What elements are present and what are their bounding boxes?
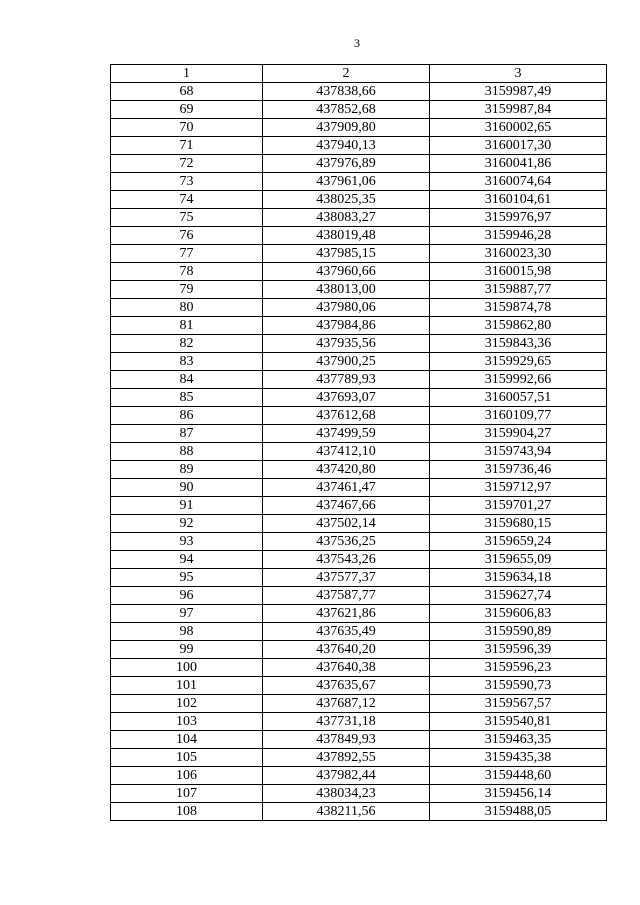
point-number-cell: 97 [111, 605, 263, 623]
y-coordinate-cell: 3159448,60 [430, 767, 607, 785]
table-row [111, 713, 607, 731]
point-number-cell: 96 [111, 587, 263, 605]
column-header-3: 3 [430, 65, 607, 83]
table-row [111, 335, 607, 353]
table-row [111, 407, 607, 425]
x-coordinate-cell: 438025,35 [263, 191, 430, 209]
y-coordinate-cell: 3159590,73 [430, 677, 607, 695]
table-row [111, 371, 607, 389]
table-row [111, 533, 607, 551]
table-row [111, 173, 607, 191]
y-coordinate-cell: 3159701,27 [430, 497, 607, 515]
x-coordinate-cell: 437499,59 [263, 425, 430, 443]
y-coordinate-cell: 3160015,98 [430, 263, 607, 281]
x-coordinate-cell: 437900,25 [263, 353, 430, 371]
column-header-2: 2 [263, 65, 430, 83]
y-coordinate-cell: 3159712,97 [430, 479, 607, 497]
x-coordinate-cell: 437536,25 [263, 533, 430, 551]
y-coordinate-cell: 3159946,28 [430, 227, 607, 245]
table-row [111, 767, 607, 785]
table-row [111, 461, 607, 479]
table-row [111, 281, 607, 299]
x-coordinate-cell: 437909,80 [263, 119, 430, 137]
point-number-cell: 100 [111, 659, 263, 677]
point-number-cell: 103 [111, 713, 263, 731]
table-row [111, 749, 607, 767]
point-number-cell: 94 [111, 551, 263, 569]
y-coordinate-cell: 3160109,77 [430, 407, 607, 425]
x-coordinate-cell: 437621,86 [263, 605, 430, 623]
y-coordinate-cell: 3160041,86 [430, 155, 607, 173]
y-coordinate-cell: 3160017,30 [430, 137, 607, 155]
y-coordinate-cell: 3160002,65 [430, 119, 607, 137]
x-coordinate-cell: 437420,80 [263, 461, 430, 479]
point-number-cell: 92 [111, 515, 263, 533]
y-coordinate-cell: 3159887,77 [430, 281, 607, 299]
y-coordinate-cell: 3159567,57 [430, 695, 607, 713]
x-coordinate-cell: 437961,06 [263, 173, 430, 191]
point-number-cell: 91 [111, 497, 263, 515]
point-number-cell: 93 [111, 533, 263, 551]
point-number-cell: 88 [111, 443, 263, 461]
x-coordinate-cell: 437640,20 [263, 641, 430, 659]
table-header-row [111, 65, 607, 83]
x-coordinate-cell: 437577,37 [263, 569, 430, 587]
point-number-cell: 78 [111, 263, 263, 281]
x-coordinate-cell: 438034,23 [263, 785, 430, 803]
table-row [111, 389, 607, 407]
y-coordinate-cell: 3159736,46 [430, 461, 607, 479]
table-row [111, 443, 607, 461]
point-number-cell: 84 [111, 371, 263, 389]
y-coordinate-cell: 3159929,65 [430, 353, 607, 371]
point-number-cell: 76 [111, 227, 263, 245]
point-number-cell: 90 [111, 479, 263, 497]
table-row [111, 209, 607, 227]
y-coordinate-cell: 3160104,61 [430, 191, 607, 209]
x-coordinate-cell: 437612,68 [263, 407, 430, 425]
table-row [111, 353, 607, 371]
point-number-cell: 70 [111, 119, 263, 137]
point-number-cell: 102 [111, 695, 263, 713]
y-coordinate-cell: 3159904,27 [430, 425, 607, 443]
y-coordinate-cell: 3159488,05 [430, 803, 607, 821]
y-coordinate-cell: 3159540,81 [430, 713, 607, 731]
y-coordinate-cell: 3159634,18 [430, 569, 607, 587]
x-coordinate-cell: 438211,56 [263, 803, 430, 821]
table-row [111, 101, 607, 119]
table-row [111, 245, 607, 263]
y-coordinate-cell: 3159987,84 [430, 101, 607, 119]
table-row [111, 299, 607, 317]
point-number-cell: 80 [111, 299, 263, 317]
x-coordinate-cell: 437980,06 [263, 299, 430, 317]
table-row [111, 605, 607, 623]
table-row [111, 785, 607, 803]
y-coordinate-cell: 3159743,94 [430, 443, 607, 461]
y-coordinate-cell: 3159590,89 [430, 623, 607, 641]
point-number-cell: 83 [111, 353, 263, 371]
x-coordinate-cell: 437693,07 [263, 389, 430, 407]
x-coordinate-cell: 437461,47 [263, 479, 430, 497]
x-coordinate-cell: 438083,27 [263, 209, 430, 227]
point-number-cell: 101 [111, 677, 263, 695]
y-coordinate-cell: 3159874,78 [430, 299, 607, 317]
point-number-cell: 89 [111, 461, 263, 479]
x-coordinate-cell: 437587,77 [263, 587, 430, 605]
y-coordinate-cell: 3159596,39 [430, 641, 607, 659]
point-number-cell: 98 [111, 623, 263, 641]
table-row [111, 677, 607, 695]
table-row [111, 623, 607, 641]
table-row [111, 137, 607, 155]
y-coordinate-cell: 3160074,64 [430, 173, 607, 191]
y-coordinate-cell: 3160023,30 [430, 245, 607, 263]
x-coordinate-cell: 437467,66 [263, 497, 430, 515]
point-number-cell: 105 [111, 749, 263, 767]
y-coordinate-cell: 3159862,80 [430, 317, 607, 335]
x-coordinate-cell: 437935,56 [263, 335, 430, 353]
x-coordinate-cell: 437731,18 [263, 713, 430, 731]
point-number-cell: 106 [111, 767, 263, 785]
y-coordinate-cell: 3159659,24 [430, 533, 607, 551]
x-coordinate-cell: 437984,86 [263, 317, 430, 335]
table-row [111, 155, 607, 173]
table-row [111, 227, 607, 245]
y-coordinate-cell: 3159463,35 [430, 731, 607, 749]
x-coordinate-cell: 437640,38 [263, 659, 430, 677]
x-coordinate-cell: 437687,12 [263, 695, 430, 713]
table-row [111, 83, 607, 101]
point-number-cell: 82 [111, 335, 263, 353]
x-coordinate-cell: 438013,00 [263, 281, 430, 299]
x-coordinate-cell: 437502,14 [263, 515, 430, 533]
column-header-1: 1 [111, 65, 263, 83]
table-row [111, 569, 607, 587]
y-coordinate-cell: 3159435,38 [430, 749, 607, 767]
x-coordinate-cell: 437960,66 [263, 263, 430, 281]
coordinates-table-body [111, 65, 607, 821]
x-coordinate-cell: 437543,26 [263, 551, 430, 569]
point-number-cell: 104 [111, 731, 263, 749]
table-row [111, 641, 607, 659]
table-row [111, 659, 607, 677]
coordinates-table [110, 64, 607, 821]
y-coordinate-cell: 3159987,49 [430, 83, 607, 101]
x-coordinate-cell: 437635,67 [263, 677, 430, 695]
point-number-cell: 75 [111, 209, 263, 227]
y-coordinate-cell: 3159596,23 [430, 659, 607, 677]
table-row [111, 731, 607, 749]
point-number-cell: 69 [111, 101, 263, 119]
x-coordinate-cell: 437635,49 [263, 623, 430, 641]
page-number: 3 [354, 36, 360, 50]
x-coordinate-cell: 437852,68 [263, 101, 430, 119]
point-number-cell: 68 [111, 83, 263, 101]
point-number-cell: 95 [111, 569, 263, 587]
x-coordinate-cell: 437982,44 [263, 767, 430, 785]
table-row [111, 479, 607, 497]
x-coordinate-cell: 437412,10 [263, 443, 430, 461]
x-coordinate-cell: 437985,15 [263, 245, 430, 263]
x-coordinate-cell: 438019,48 [263, 227, 430, 245]
table-row [111, 803, 607, 821]
point-number-cell: 85 [111, 389, 263, 407]
y-coordinate-cell: 3160057,51 [430, 389, 607, 407]
y-coordinate-cell: 3159655,09 [430, 551, 607, 569]
table-row [111, 317, 607, 335]
table-row [111, 497, 607, 515]
table-row [111, 191, 607, 209]
point-number-cell: 71 [111, 137, 263, 155]
y-coordinate-cell: 3159843,36 [430, 335, 607, 353]
x-coordinate-cell: 437976,89 [263, 155, 430, 173]
table-row [111, 587, 607, 605]
table-row [111, 119, 607, 137]
y-coordinate-cell: 3159992,66 [430, 371, 607, 389]
x-coordinate-cell: 437849,93 [263, 731, 430, 749]
table-row [111, 425, 607, 443]
x-coordinate-cell: 437838,66 [263, 83, 430, 101]
point-number-cell: 86 [111, 407, 263, 425]
point-number-cell: 87 [111, 425, 263, 443]
y-coordinate-cell: 3159627,74 [430, 587, 607, 605]
x-coordinate-cell: 437789,93 [263, 371, 430, 389]
table-row [111, 515, 607, 533]
y-coordinate-cell: 3159606,83 [430, 605, 607, 623]
x-coordinate-cell: 437940,13 [263, 137, 430, 155]
point-number-cell: 74 [111, 191, 263, 209]
x-coordinate-cell: 437892,55 [263, 749, 430, 767]
y-coordinate-cell: 3159456,14 [430, 785, 607, 803]
y-coordinate-cell: 3159976,97 [430, 209, 607, 227]
point-number-cell: 108 [111, 803, 263, 821]
point-number-cell: 81 [111, 317, 263, 335]
y-coordinate-cell: 3159680,15 [430, 515, 607, 533]
point-number-cell: 72 [111, 155, 263, 173]
point-number-cell: 73 [111, 173, 263, 191]
table-row [111, 263, 607, 281]
point-number-cell: 107 [111, 785, 263, 803]
table-row [111, 695, 607, 713]
table-row [111, 551, 607, 569]
point-number-cell: 77 [111, 245, 263, 263]
point-number-cell: 99 [111, 641, 263, 659]
point-number-cell: 79 [111, 281, 263, 299]
